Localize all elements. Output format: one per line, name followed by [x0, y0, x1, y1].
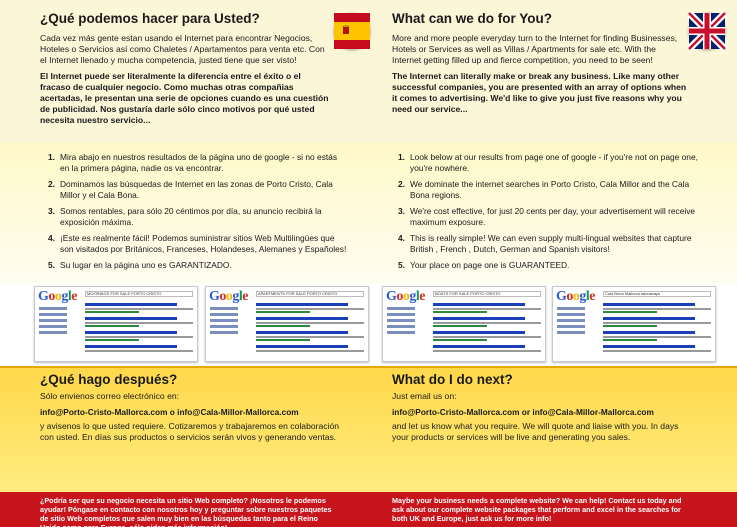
list-item: 3. We're cost effective, for just 20 cents per day, your advertisement will receive maximum exposure.: [398, 206, 696, 227]
list-item: 2. We dominate the internet searches in Porto Cristo, Cala Millor and the Cala Bona regions.: [398, 179, 690, 200]
google-results-screenshot: [34, 286, 198, 362]
google-results-screenshot: [382, 286, 546, 362]
google-results-screenshot: [205, 286, 369, 362]
spanish-contact: [40, 372, 345, 448]
english-next-body: and let us know what you require. We will quote and liaise with you. In days your products or services will be live and generating you sales.: [392, 421, 679, 442]
spanish-intro: [40, 11, 330, 131]
english-emails[interactable]: info@Porto-Cristo-Mallorca.com or info@Cala-Millor-Mallorca.com: [392, 407, 654, 417]
list-item: 4. ¡Este es realmente fácil! Podemos suministrar sitios Web Multilingües que son visitados por Británicos, Franceses, Holandeses, Alemanes y Españoles!: [48, 233, 347, 254]
english-next-intro: Just email us on:: [392, 391, 457, 401]
search-query: Cala Bona Mallorca takeaways: [605, 291, 660, 296]
list-item: 5. Su lugar en la página uno es GARANTIZADO.: [48, 260, 232, 270]
english-intro-2: The Internet can literally make or break any business. Like many other successful companies, you are presented with an array of options when it comes to advertising. We'd like to give you just five reasons why you need our service...: [392, 71, 687, 114]
english-title: What can we do for You?: [392, 11, 553, 26]
list-item: 3. Somos rentables, para sólo 20 céntimos por día, su anuncio recibirá la exposición máxima.: [48, 206, 322, 227]
spanish-reasons-list: [42, 152, 347, 277]
google-logo: Google: [556, 289, 595, 304]
spanish-title: ¿Qué podemos hacer para Usted?: [40, 11, 260, 26]
english-intro: [392, 11, 687, 120]
list-item: 5. Your place on page one is GUARANTEED.: [398, 260, 570, 270]
search-query: MOORINGS FOR SALE PORTO CRISTO: [87, 291, 162, 296]
search-query: APARTMENTS FOR SALE PORTO CRISTO: [258, 291, 338, 296]
list-item: 2. Dominamos las búsquedas de Internet en las zonas de Porto Cristo, Cala Millor y el Cala Bona.: [48, 179, 333, 200]
uk-flag-icon: [689, 13, 725, 49]
spanish-intro-1: Cada vez más gente estan usando el Internet para encontrar Negocios, Hoteles o Servicios así como Chaletes / Apartamentos para venta etc. Con el Internet llenado y mucha competencia, justed tiene que ser visto!: [40, 33, 325, 65]
spanish-next-intro: Sólo envienos correo electrónico en:: [40, 391, 180, 401]
google-logo: Google: [38, 289, 77, 304]
english-next-title: What do I do next?: [392, 372, 513, 387]
english-footer-text: Maybe your business needs a complete website? We can help! Contact us today and ask about our complete website packages that perform and excel in the searches for both UK and Europe, just ask us for more info!: [392, 496, 682, 523]
google-logo: Google: [386, 289, 425, 304]
english-reasons-list: [392, 152, 702, 277]
list-item: 1. Mira abajo en nuestros resultados de la página uno de google - si no estás en la primera página, nadie os va encontrar.: [48, 152, 338, 173]
spanish-footer-text: ¿Podría ser que su negocio necesita un sitio Web completo? ¡Nosotros le podemos ayudar! Póngase en contacto con nosotros hoy y preguntar sobre nuestros paquetes de sitio Web completos que salen muy bien en las búsquedas tanto para el Reino Unido como para Europa, sólo piden más información!: [40, 496, 332, 532]
spain-flag-icon: [334, 13, 370, 49]
spanish-emails[interactable]: info@Porto-Cristo-Mallorca.com o info@Cala-Millor-Mallorca.com: [40, 407, 299, 417]
google-logo: Google: [209, 289, 248, 304]
list-item: 1. Look below at our results from page one of google - if you're not on page one, you're nowhere.: [398, 152, 698, 173]
spanish-next-body: y avisenos lo que usted requiere. Cotizaremos y trabajaremos en colaboración con usted. En días sus productos o servicios serán vivos y generando ventas.: [40, 421, 340, 442]
spanish-next-title: ¿Qué hago después?: [40, 372, 178, 387]
list-item: 4. This is really simple! We can even supply multi-lingual websites that capture British , French , Dutch, German and Spanish visitors!: [398, 233, 692, 254]
search-query: BOATS FOR SALE PORTO CRISTO: [435, 291, 501, 296]
english-intro-1: More and more people everyday turn to the Internet for finding Businesses, Hotels or Services as well as Villas / Apartments for sale etc. With the Internet getting filled up and fierce competition, you need to be seen!: [392, 33, 678, 65]
spanish-intro-2: El Internet puede ser literalmente la diferencia entre el éxito o el fracaso de cualquier negocio. Como muchas otras compañias acertadas, le presentan una serie de opciones cuando es una cuestión de publicidad. Nos gustaría darle sólo cinco motivos por qué usted necesita nuestro servicio...: [40, 71, 329, 125]
english-contact: [392, 372, 692, 448]
google-results-screenshot: [552, 286, 716, 362]
